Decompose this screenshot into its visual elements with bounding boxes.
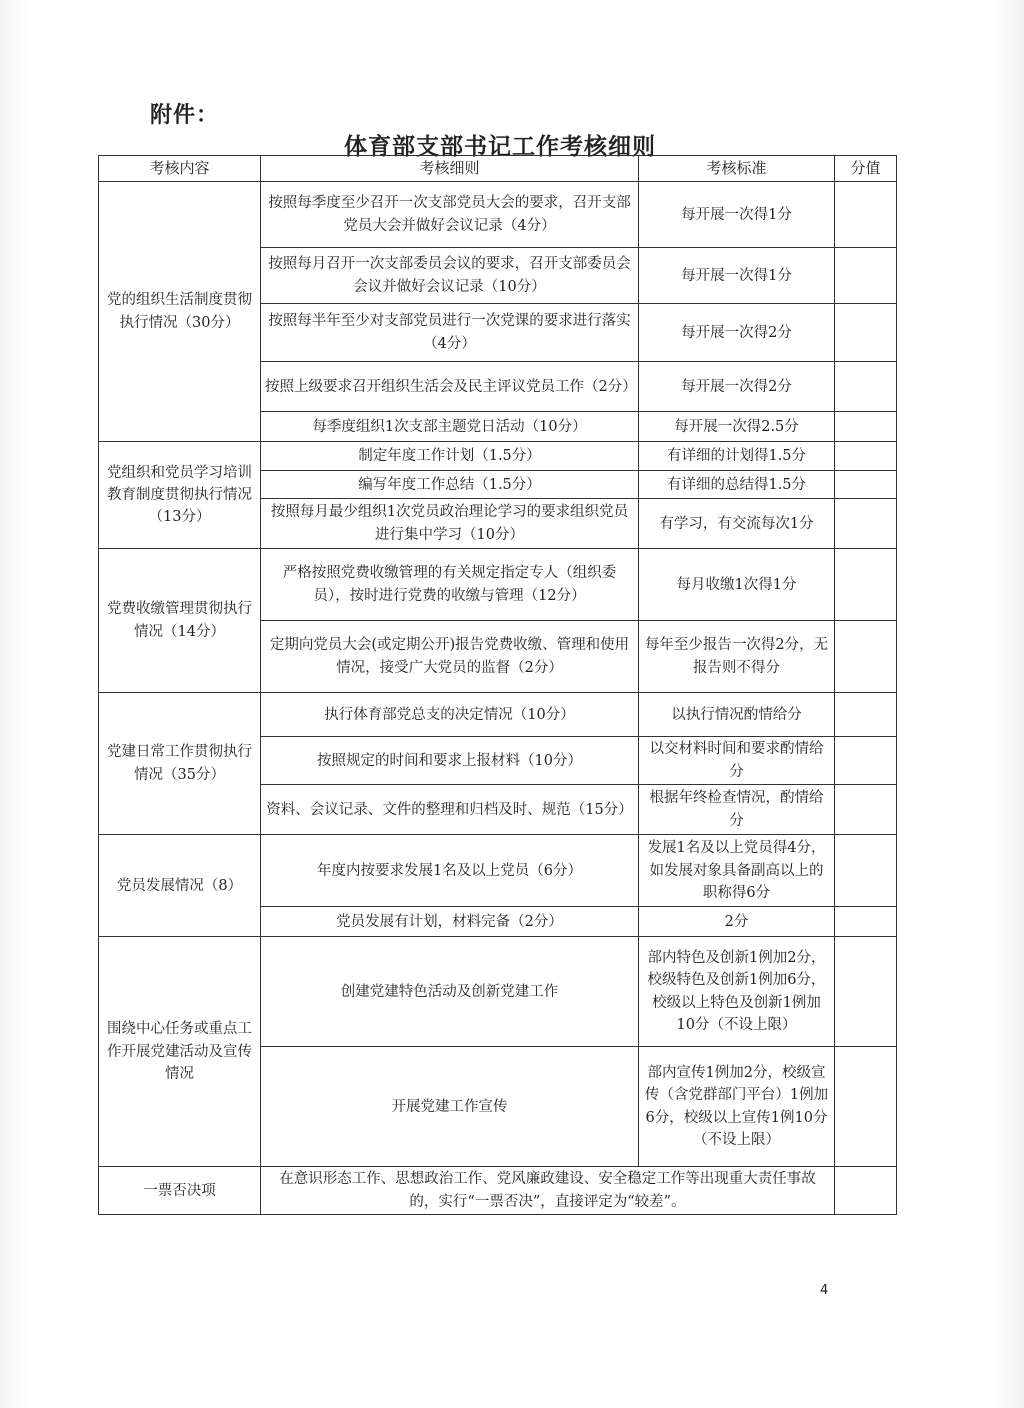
rule-cell: 制定年度工作计划（1.5分） — [261, 442, 639, 471]
header-rule: 考核细则 — [261, 156, 639, 182]
score-cell[interactable] — [835, 1047, 897, 1167]
standard-cell: 根据年终检查情况，酌情给分 — [639, 785, 835, 835]
standard-cell: 部内宣传1例加2分，校级宣传（含党群部门平台）1例加6分，校级以上宣传1例10分（不设上限） — [639, 1047, 835, 1167]
assessment-table — [98, 155, 897, 1215]
rule-cell: 每季度组织1次支部主题党日活动（10分） — [261, 412, 639, 442]
table-row — [99, 835, 897, 907]
rule-cell: 严格按照党费收缴管理的有关规定指定专人（组织委员），按时进行党费的收缴与管理（12分） — [261, 549, 639, 621]
table-row — [99, 693, 897, 737]
score-cell[interactable] — [835, 471, 897, 499]
document-title: 体育部支部书记工作考核细则 — [344, 134, 656, 160]
score-cell[interactable] — [835, 1167, 897, 1215]
rule-cell: 定期向党员大会(或定期公开)报告党费收缴、管理和使用情况，接受广大党员的监督（2分） — [261, 621, 639, 693]
header-score: 分值 — [835, 156, 897, 182]
veto-row — [99, 1167, 897, 1215]
standard-cell: 每开展一次得1分 — [639, 248, 835, 304]
score-cell[interactable] — [835, 621, 897, 693]
score-cell[interactable] — [835, 499, 897, 549]
rule-cell: 按照上级要求召开组织生活会及民主评议党员工作（2分） — [261, 362, 639, 412]
score-cell[interactable] — [835, 412, 897, 442]
veto-category-cell: 一票否决项 — [99, 1167, 261, 1215]
category-cell: 围绕中心任务或重点工作开展党建活动及宣传情况 — [99, 937, 261, 1167]
standard-cell: 每月收缴1次得1分 — [639, 549, 835, 621]
category-cell: 党建日常工作贯彻执行情况（35分） — [99, 693, 261, 835]
veto-text-cell: 在意识形态工作、思想政治工作、党风廉政建设、安全稳定工作等出现重大责任事故的，实行“一票否决”，直接评定为“较差”。 — [261, 1167, 835, 1215]
table-header-row — [99, 156, 897, 182]
score-cell[interactable] — [835, 362, 897, 412]
score-cell[interactable] — [835, 442, 897, 471]
standard-cell: 每开展一次得2分 — [639, 362, 835, 412]
standard-cell: 有详细的总结得1.5分 — [639, 471, 835, 499]
score-cell[interactable] — [835, 182, 897, 248]
standard-cell: 2分 — [639, 907, 835, 937]
table-row — [99, 549, 897, 621]
standard-cell: 以交材料时间和要求酌情给分 — [639, 737, 835, 785]
rule-cell: 年度内按要求发展1名及以上党员（6分） — [261, 835, 639, 907]
category-cell: 党组织和党员学习培训教育制度贯彻执行情况（13分） — [99, 442, 261, 549]
category-cell: 党的组织生活制度贯彻执行情况（30分） — [99, 182, 261, 442]
standard-cell: 有学习，有交流每次1分 — [639, 499, 835, 549]
standard-cell: 每开展一次得2.5分 — [639, 412, 835, 442]
rule-cell: 党员发展有计划，材料完备（2分） — [261, 907, 639, 937]
standard-cell: 以执行情况酌情给分 — [639, 693, 835, 737]
score-cell[interactable] — [835, 785, 897, 835]
header-content: 考核内容 — [99, 156, 261, 182]
score-cell[interactable] — [835, 937, 897, 1047]
standard-cell: 每开展一次得1分 — [639, 182, 835, 248]
rule-cell: 按照每季度至少召开一次支部党员大会的要求，召开支部党员大会并做好会议记录（4分） — [261, 182, 639, 248]
score-cell[interactable] — [835, 835, 897, 907]
category-cell: 党员发展情况（8） — [99, 835, 261, 937]
rule-cell: 按照规定的时间和要求上报材料（10分） — [261, 737, 639, 785]
rule-cell: 编写年度工作总结（1.5分） — [261, 471, 639, 499]
table-row — [99, 182, 897, 248]
standard-cell: 发展1名及以上党员得4分，如发展对象具备副高以上的职称得6分 — [639, 835, 835, 907]
score-cell[interactable] — [835, 907, 897, 937]
attachment-label: 附件： — [150, 103, 220, 128]
standard-cell: 有详细的计划得1.5分 — [639, 442, 835, 471]
standard-cell: 部内特色及创新1例加2分，校级特色及创新1例加6分，校级以上特色及创新1例加10分（不设上限） — [639, 937, 835, 1047]
category-cell: 党费收缴管理贯彻执行情况（14分） — [99, 549, 261, 693]
rule-cell: 资料、会议记录、文件的整理和归档及时、规范（15分） — [261, 785, 639, 835]
standard-cell: 每年至少报告一次得2分，无报告则不得分 — [639, 621, 835, 693]
rule-cell: 按照每月最少组织1次党员政治理论学习的要求组织党员进行集中学习（10分） — [261, 499, 639, 549]
table-row — [99, 937, 897, 1047]
standard-cell: 每开展一次得2分 — [639, 304, 835, 362]
rule-cell: 执行体育部党总支的决定情况（10分） — [261, 693, 639, 737]
header-standard: 考核标准 — [639, 156, 835, 182]
rule-cell: 开展党建工作宣传 — [261, 1047, 639, 1167]
rule-cell: 按照每月召开一次支部委员会议的要求，召开支部委员会会议并做好会议记录（10分） — [261, 248, 639, 304]
rule-cell: 创建党建特色活动及创新党建工作 — [261, 937, 639, 1047]
score-cell[interactable] — [835, 304, 897, 362]
page-number: 4 — [820, 1283, 829, 1298]
score-cell[interactable] — [835, 737, 897, 785]
score-cell[interactable] — [835, 248, 897, 304]
score-cell[interactable] — [835, 693, 897, 737]
table-row — [99, 442, 897, 471]
score-cell[interactable] — [835, 549, 897, 621]
rule-cell: 按照每半年至少对支部党员进行一次党课的要求进行落实（4分） — [261, 304, 639, 362]
